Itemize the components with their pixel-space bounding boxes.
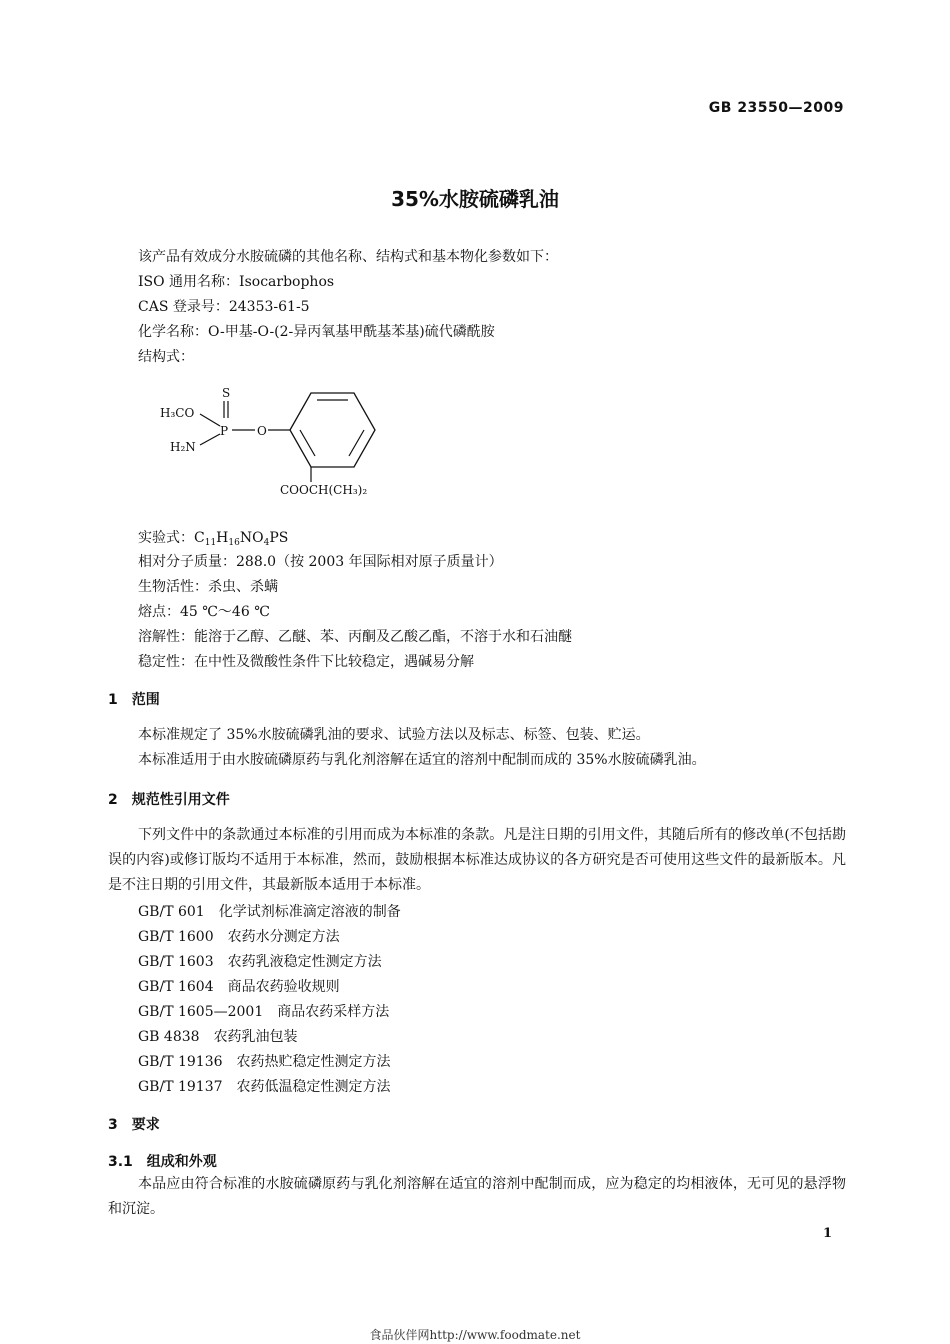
sulfur-label: S (222, 386, 231, 400)
reference-title: 农药热贮稳定性测定方法 (236, 1054, 391, 1070)
section-3-1-heading: 3.1 组成和外观 (108, 1154, 217, 1170)
formula-h-count: 16 (228, 538, 240, 548)
structural-formula (150, 380, 450, 505)
standard-number: GB 23550—2009 (708, 100, 844, 116)
reference-code: GB/T 1603 (138, 954, 214, 970)
formula-c: C (194, 530, 205, 546)
formula-c-count: 11 (204, 538, 217, 548)
molecular-mass: 相对分子质量：288.0（按 2003 年国际相对原子质量计） (138, 554, 503, 570)
iso-name: ISO 通用名称：Isocarbophos (138, 274, 335, 290)
reference-item (138, 1001, 389, 1021)
reference-title: 商品农药验收规则 (227, 979, 340, 995)
section-2-paragraph: 下列文件中的条款通过本标准的引用而成为本标准的条款。凡是注日期的引用文件，其随后所有的修改单(不包括勘误的内容)或修订版均不适用于本标准，然而，鼓励根据本标准达成协议的各方研究是否可使用这些文件的最新版本。凡是不注日期的引用文件，其最新版本适用于本标准。 (108, 827, 846, 893)
formula-label: 实验式： (138, 530, 194, 546)
reference-item (138, 901, 401, 921)
reference-title: 农药低温稳定性测定方法 (236, 1079, 391, 1095)
intro-lead: 该产品有效成分水胺硫磷的其他名称、结构式和基本物化参数如下： (138, 249, 558, 265)
methoxy-bond (200, 414, 220, 426)
formula-h: H (216, 530, 229, 546)
melting-point: 熔点：45 ℃～46 ℃ (138, 604, 270, 620)
section-3-heading: 3 要求 (108, 1117, 160, 1133)
phosphorus-label: P (220, 424, 229, 438)
section-2-heading: 2 规范性引用文件 (108, 792, 230, 808)
reference-code: GB 4838 (138, 1029, 200, 1045)
reference-code: GB/T 1604 (138, 979, 214, 995)
section-1-paragraph-2: 本标准适用于由水胺硫磷原药与乳化剂溶解在适宜的溶剂中配制而成的 35%水胺硫磷乳油。 (138, 752, 706, 768)
section-1-heading: 1 范围 (108, 692, 160, 708)
formula-o-count: 4 (263, 538, 270, 548)
reference-code: GB/T 1605—2001 (138, 1004, 264, 1020)
reference-item (138, 926, 340, 946)
stability: 稳定性：在中性及微酸性条件下比较稳定，遇碱易分解 (138, 654, 474, 670)
formula-rest: PS (269, 530, 289, 546)
reference-item (138, 1026, 298, 1046)
reference-title: 农药水分测定方法 (227, 929, 340, 945)
formula-line (138, 527, 288, 548)
benzene-ring (290, 393, 375, 467)
amine-bond (200, 434, 220, 445)
reference-title: 商品农药采样方法 (277, 1004, 390, 1020)
biological-activity: 生物活性：杀虫、杀螨 (138, 579, 278, 595)
formula-no: NO (239, 530, 264, 546)
chemical-name: 化学名称：O-甲基-O-(2-异丙氧基甲酰基苯基)硫代磷酰胺 (138, 324, 495, 340)
structure-label: 结构式： (138, 349, 194, 365)
reference-code: GB/T 1600 (138, 929, 214, 945)
oxygen-label: O (257, 424, 267, 438)
reference-code: GB/T 601 (138, 904, 205, 920)
reference-title: 农药乳油包装 (213, 1029, 298, 1045)
footer-watermark: 食品伙伴网http://www.foodmate.net (369, 1328, 581, 1342)
reference-item (138, 1076, 391, 1096)
ester-label: COOCH(CH₃)₂ (280, 483, 368, 497)
reference-code: GB/T 19136 (138, 1054, 223, 1070)
reference-code: GB/T 19137 (138, 1079, 223, 1095)
section-3-1-paragraph: 本品应由符合标准的水胺硫磷原药与乳化剂溶解在适宜的溶剂中配制而成，应为稳定的均相液体，无可见的悬浮物和沉淀。 (108, 1176, 846, 1217)
reference-item (138, 951, 382, 971)
reference-item (138, 976, 340, 996)
reference-title: 农药乳液稳定性测定方法 (227, 954, 382, 970)
reference-title: 化学试剂标准滴定溶液的制备 (218, 904, 401, 920)
page-number: 1 (822, 1226, 832, 1241)
section-1-paragraph-1: 本标准规定了 35%水胺硫磷乳油的要求、试验方法以及标志、标签、包装、贮运。 (138, 727, 650, 743)
amine-label: H₂N (170, 440, 196, 454)
document-title: 35%水胺硫磷乳油 (391, 187, 559, 211)
cas-number: CAS 登录号：24353-61-5 (138, 299, 310, 315)
methoxy-label: H₃CO (160, 406, 195, 420)
solubility: 溶解性：能溶于乙醇、乙醚、苯、丙酮及乙酸乙酯，不溶于水和石油醚 (138, 629, 572, 645)
reference-item (138, 1051, 391, 1071)
